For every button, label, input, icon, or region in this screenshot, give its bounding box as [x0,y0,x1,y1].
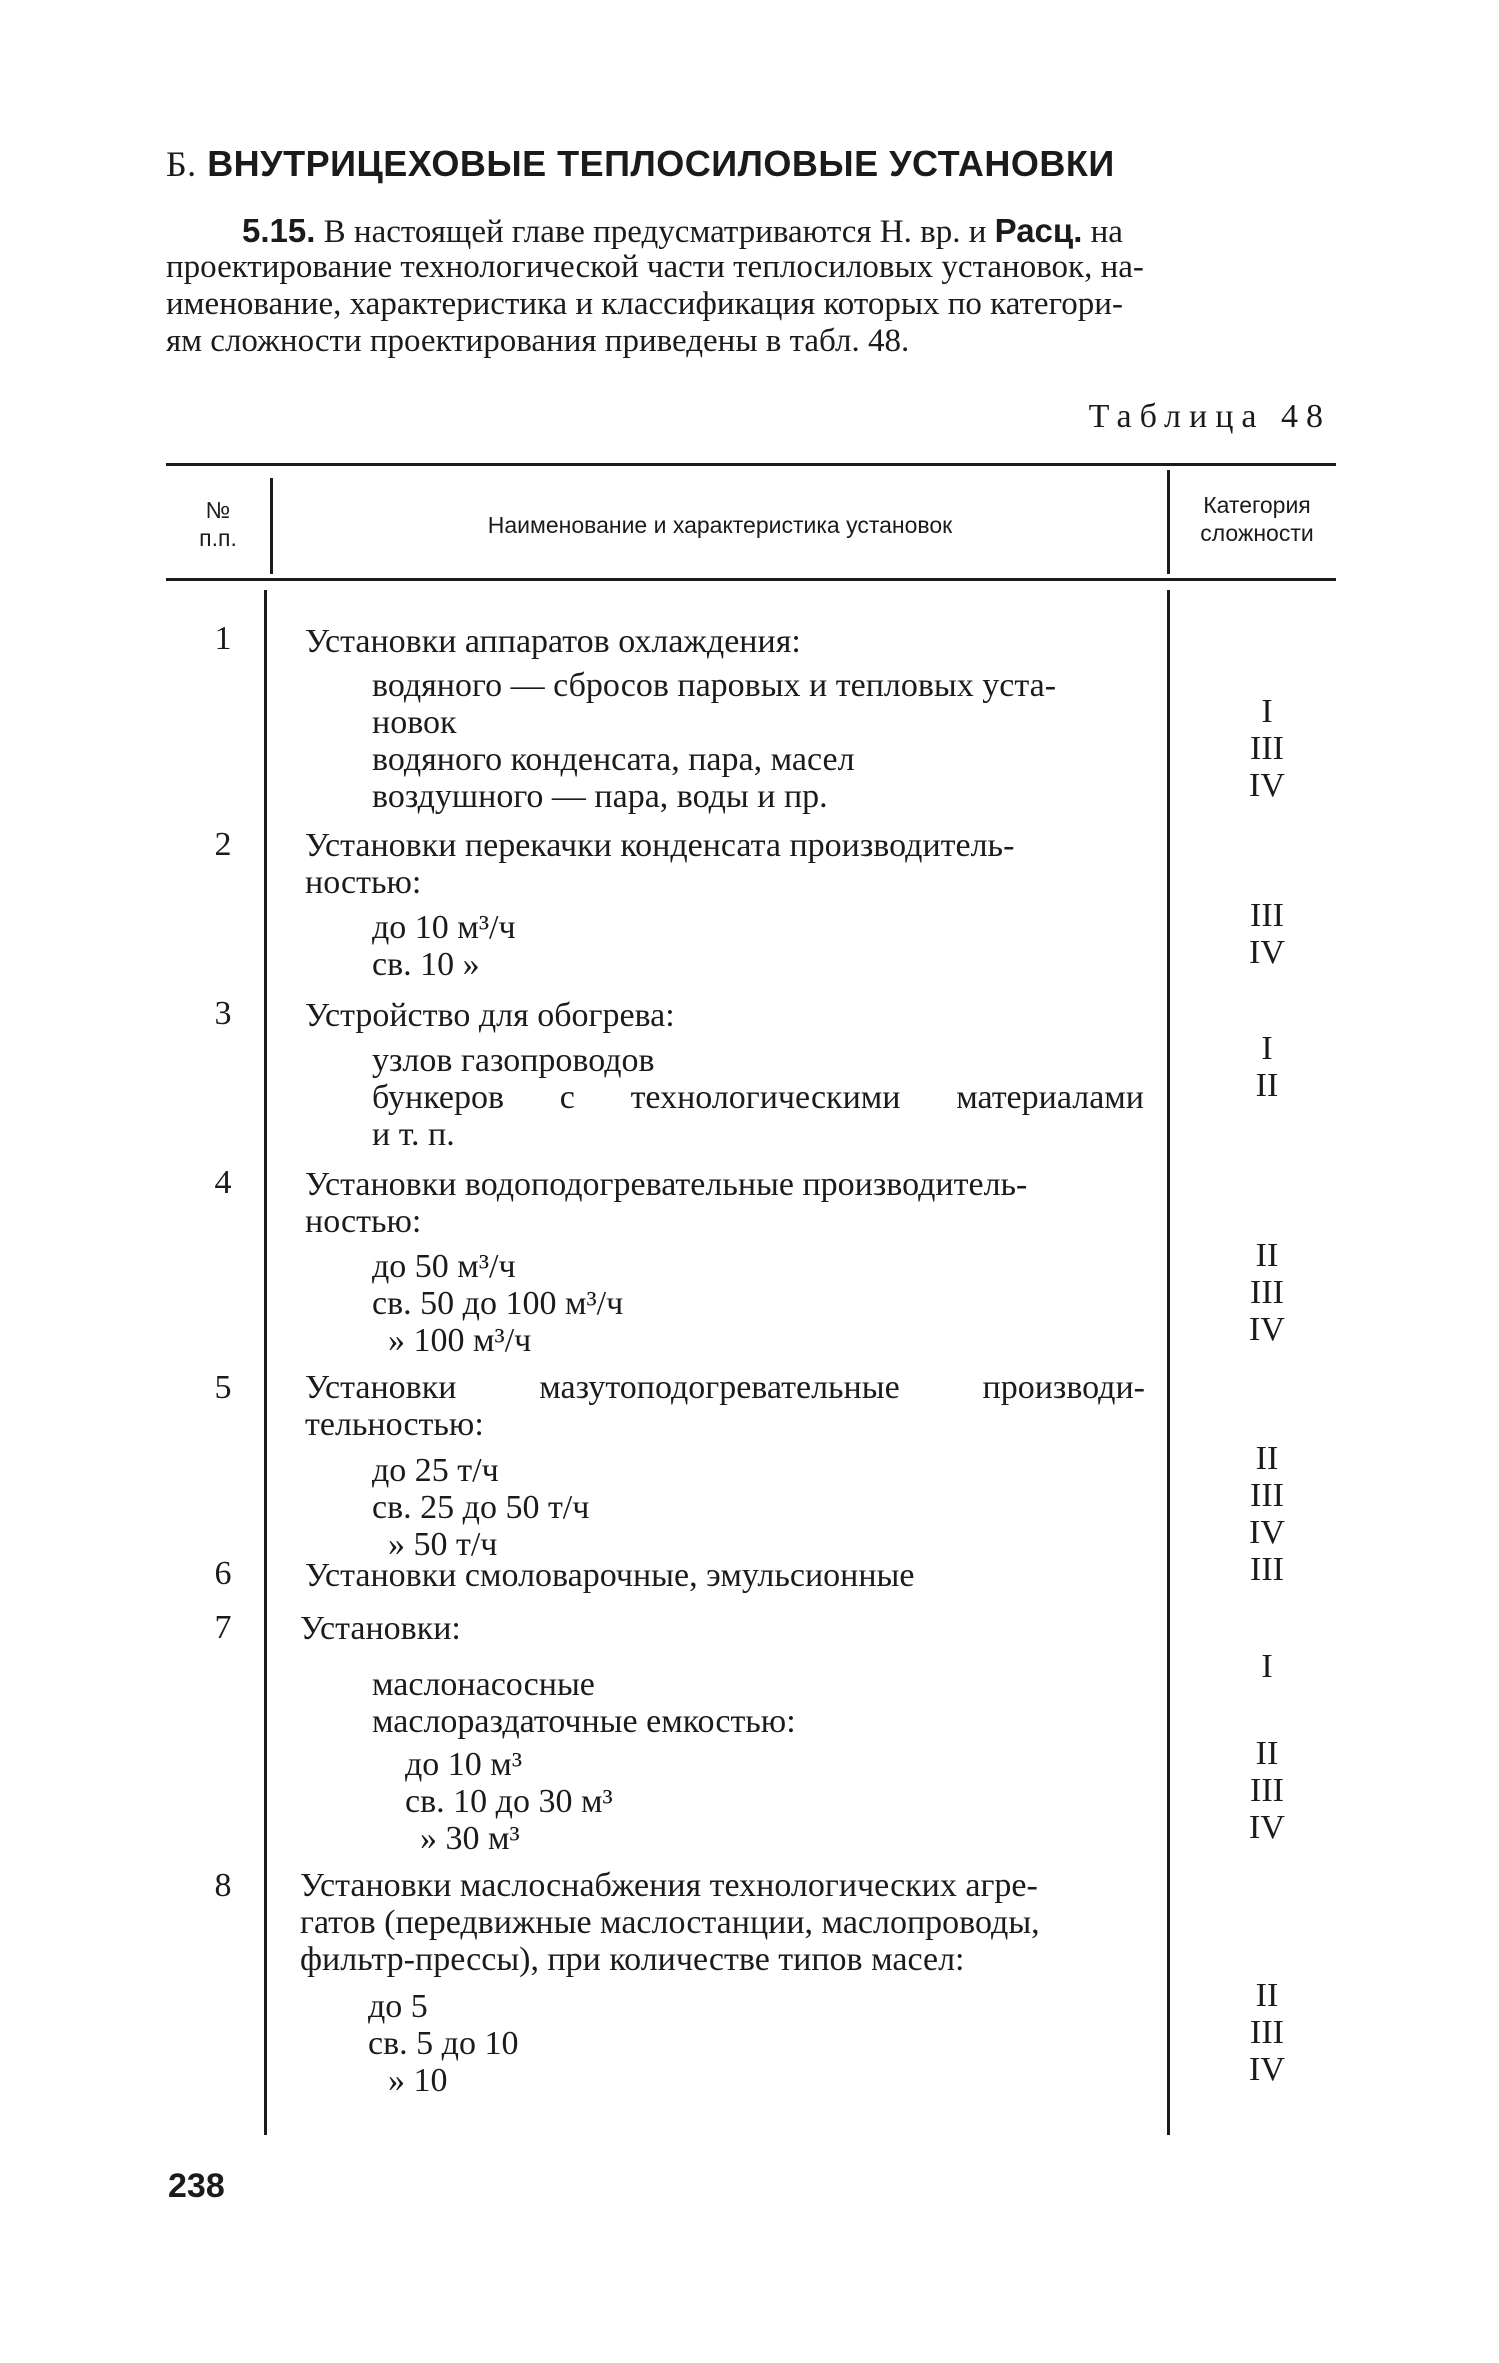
row-number: 6 [214,1555,232,1592]
section-title: ВНУТРИЦЕХОВЫЕ ТЕПЛОСИЛОВЫЕ УСТАНОВКИ [207,143,1115,184]
row-number: 1 [214,620,232,657]
table-caption: Таблица 48 [1088,398,1331,435]
row-number: 8 [214,1867,232,1904]
row-number: 3 [214,995,232,1032]
header-name: Наименование и характеристика установок [487,512,953,538]
paragraph-line-3: именование, характеристика и классификация которых по категори- [166,286,1123,322]
row-title: Устройство для обогрева: [305,997,675,1034]
header-divider-right [1167,470,1170,574]
column-divider-left [264,590,267,2135]
header-divider-left [270,478,273,574]
row-title: Установки аппаратов охлаждения: [305,623,801,660]
table-header-rule [166,578,1336,581]
page-number: 238 [168,2167,225,2205]
row-number: 5 [214,1369,232,1406]
paragraph-line-1: 5.15. В настоящей главе предусматриваются Н. вр. и Расц. на [242,212,1123,250]
row-title: Установки смоловарочные, эмульсионные [305,1557,915,1594]
row-title: Установки перекачки конденсата производитель- [305,827,1015,864]
section-letter: Б. [166,144,197,184]
table-top-rule [166,463,1336,466]
row-number: 7 [214,1609,232,1646]
row-number: 2 [214,826,232,863]
paragraph-line-4: ям сложности проектирования приведены в табл. 48. [166,323,910,359]
header-number: № п.п. [199,497,237,551]
row-title: Установки водоподогревательные производитель- [305,1166,1028,1203]
column-divider-right [1167,590,1170,2135]
paragraph-line-2: проектирование технологической части теплосиловых установок, на- [166,249,1144,285]
row-number: 4 [214,1164,232,1201]
clause-number: 5.15. [242,212,316,249]
row-title: Установки мазутоподогревательные производи- [305,1369,1145,1406]
section-heading [166,143,1115,185]
header-category: Категория сложности [1200,492,1314,546]
row-title: Установки: [300,1610,461,1647]
row-title: Установки маслоснабжения технологических агре- [300,1867,1038,1904]
